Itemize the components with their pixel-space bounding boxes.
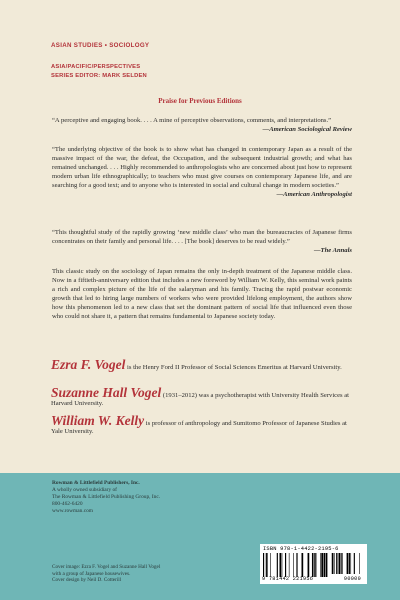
barcode-bar — [293, 553, 294, 577]
barcode-bar — [277, 553, 278, 577]
author-name: Ezra F. Vogel — [51, 357, 126, 372]
quote-text: “This thoughtful study of the rapidly growing ‘new middle class’ who man the bureaucracies of Japanese firms concentrates on their family and personal life. . . . [The book] deserves to be read widely.” — [52, 229, 352, 245]
author-bio-text: is the Henry Ford II Professor of Social Sciences Emeritus at Harvard University. — [125, 364, 342, 371]
quote-text: “A perceptive and engaging book. . . . A mine of perceptive observations, comments, and interpretations.” — [52, 117, 332, 124]
barcode-bar — [296, 553, 297, 577]
cover-footer-band — [0, 473, 400, 600]
credit-line: Cover image: Ezra F. Vogel and Suzanne Hall Vogel — [52, 564, 161, 570]
publisher-name: Rowman & Littlefield Publishers, Inc. — [52, 480, 140, 486]
book-description: This classic study on the sociology of Japan remains the only in-depth treatment of the Japanese middle class. Now in a fiftieth-anniversary edition that includes a new foreword by William W. Kelly, this seminal work paints a rich and complex picture of the life of the salaryman and his family. Tracing the rapid postwar economic growth that led to hiring large numbers of workers who were provided lifelong employment, the authors show how this phenomenon led to a new class that set the dominant pattern of social life that influenced even those who could not share it, a pattern that remains fundamental to Japanese society today. — [52, 268, 352, 320]
author-bio — [51, 385, 356, 409]
barcode-bar — [270, 553, 271, 577]
publisher-line: The Rowman & Littlefield Publishing Group, Inc. — [52, 493, 161, 500]
barcode-bar — [297, 553, 298, 577]
barcode-bar — [302, 553, 304, 577]
praise-heading: Praise for Previous Editions — [158, 97, 242, 105]
barcode-bar — [285, 553, 286, 577]
author-name: Suzanne Hall Vogel — [51, 385, 162, 400]
barcode-bar — [263, 553, 264, 577]
author-name: William W. Kelly — [51, 413, 145, 428]
barcode-bar — [349, 553, 350, 574]
barcode-bar — [336, 553, 337, 574]
quote-source: —American Anthropologist — [276, 190, 352, 198]
subject-categories: ASIAN STUDIES • SOCIOLOGY — [51, 42, 150, 49]
publisher-website: www.rowman.com — [52, 507, 93, 514]
barcode-bar — [332, 553, 334, 574]
barcode-graphic — [263, 553, 364, 577]
barcode-bar — [334, 553, 335, 574]
barcode-bar — [347, 553, 349, 574]
barcode-bar — [282, 553, 283, 577]
credit-line: Cover design by Neil D. Cotterill — [52, 577, 122, 584]
barcode-bar — [308, 553, 310, 577]
quote-text: “The underlying objective of the book is to show what has changed in contemporary Japan as a result of the massive impact of the war, the defeat, the Occupation, and the subsequent industrial growth; and what has remained unchanged. . . . Highly recommended to anthropologists who are concerned about just how to represent modern urban life ethnographically; to teachers who must give courses on contemporary Japanese life, and are searching for a good text; and to anyone who is interested in social and cultural change in modern societies.” — [52, 146, 352, 189]
barcode-bar — [342, 553, 343, 574]
author-bio — [51, 413, 356, 437]
barcode-bar — [267, 553, 268, 577]
barcode-bar — [338, 553, 339, 574]
barcode-bar — [339, 553, 340, 574]
barcode-bar — [289, 553, 290, 577]
barcode-bar — [320, 553, 321, 577]
quote-source: —American Sociological Review — [262, 125, 352, 133]
review-quote — [52, 229, 352, 256]
barcode-bar — [341, 553, 342, 574]
series-info — [51, 63, 147, 80]
barcode-bar — [315, 553, 316, 577]
author-bio-text: is professor of anthropology and Sumitomo Professor of Japanese Studies at Yale University. — [51, 420, 347, 436]
barcode-bar — [312, 553, 313, 577]
barcode-bar — [354, 553, 355, 574]
publisher-phone: 800-462-6420 — [52, 500, 83, 507]
barcode-bar — [350, 553, 351, 574]
ean-digits: 9 781442 221956 — [262, 576, 314, 582]
series-editor: SERIES EDITOR: MARK SELDEN — [51, 72, 147, 79]
author-bio-text: (1931–2012) was a psychotherapist with University Health Services at Harvard University. — [51, 392, 349, 408]
publisher-line: A wholly owned subsidiary of — [52, 486, 117, 493]
series-title: ASIA/PACIFIC/PERSPECTIVES — [51, 64, 141, 70]
cover-credits — [52, 564, 252, 584]
barcode-bar — [280, 553, 282, 577]
quote-source: —The Annals — [313, 246, 352, 254]
credit-line: with a group of Japanese housewives. — [52, 570, 131, 577]
review-quote — [52, 117, 352, 135]
barcode-bar — [266, 553, 267, 577]
barcode-bar — [321, 553, 323, 577]
barcode-bar — [326, 553, 328, 577]
price-code: 90000 — [343, 576, 361, 582]
barcode-bars — [263, 553, 364, 577]
barcode-digits — [262, 576, 365, 582]
publisher-info — [52, 480, 252, 515]
barcode-bar — [314, 553, 315, 577]
barcode-bar — [324, 553, 326, 577]
isbn-label: ISBN 978-1-4422-2195-6 — [263, 546, 339, 552]
isbn-barcode — [260, 544, 367, 584]
review-quote — [52, 146, 352, 199]
author-bio — [51, 357, 356, 372]
barcode-bar — [359, 553, 360, 574]
